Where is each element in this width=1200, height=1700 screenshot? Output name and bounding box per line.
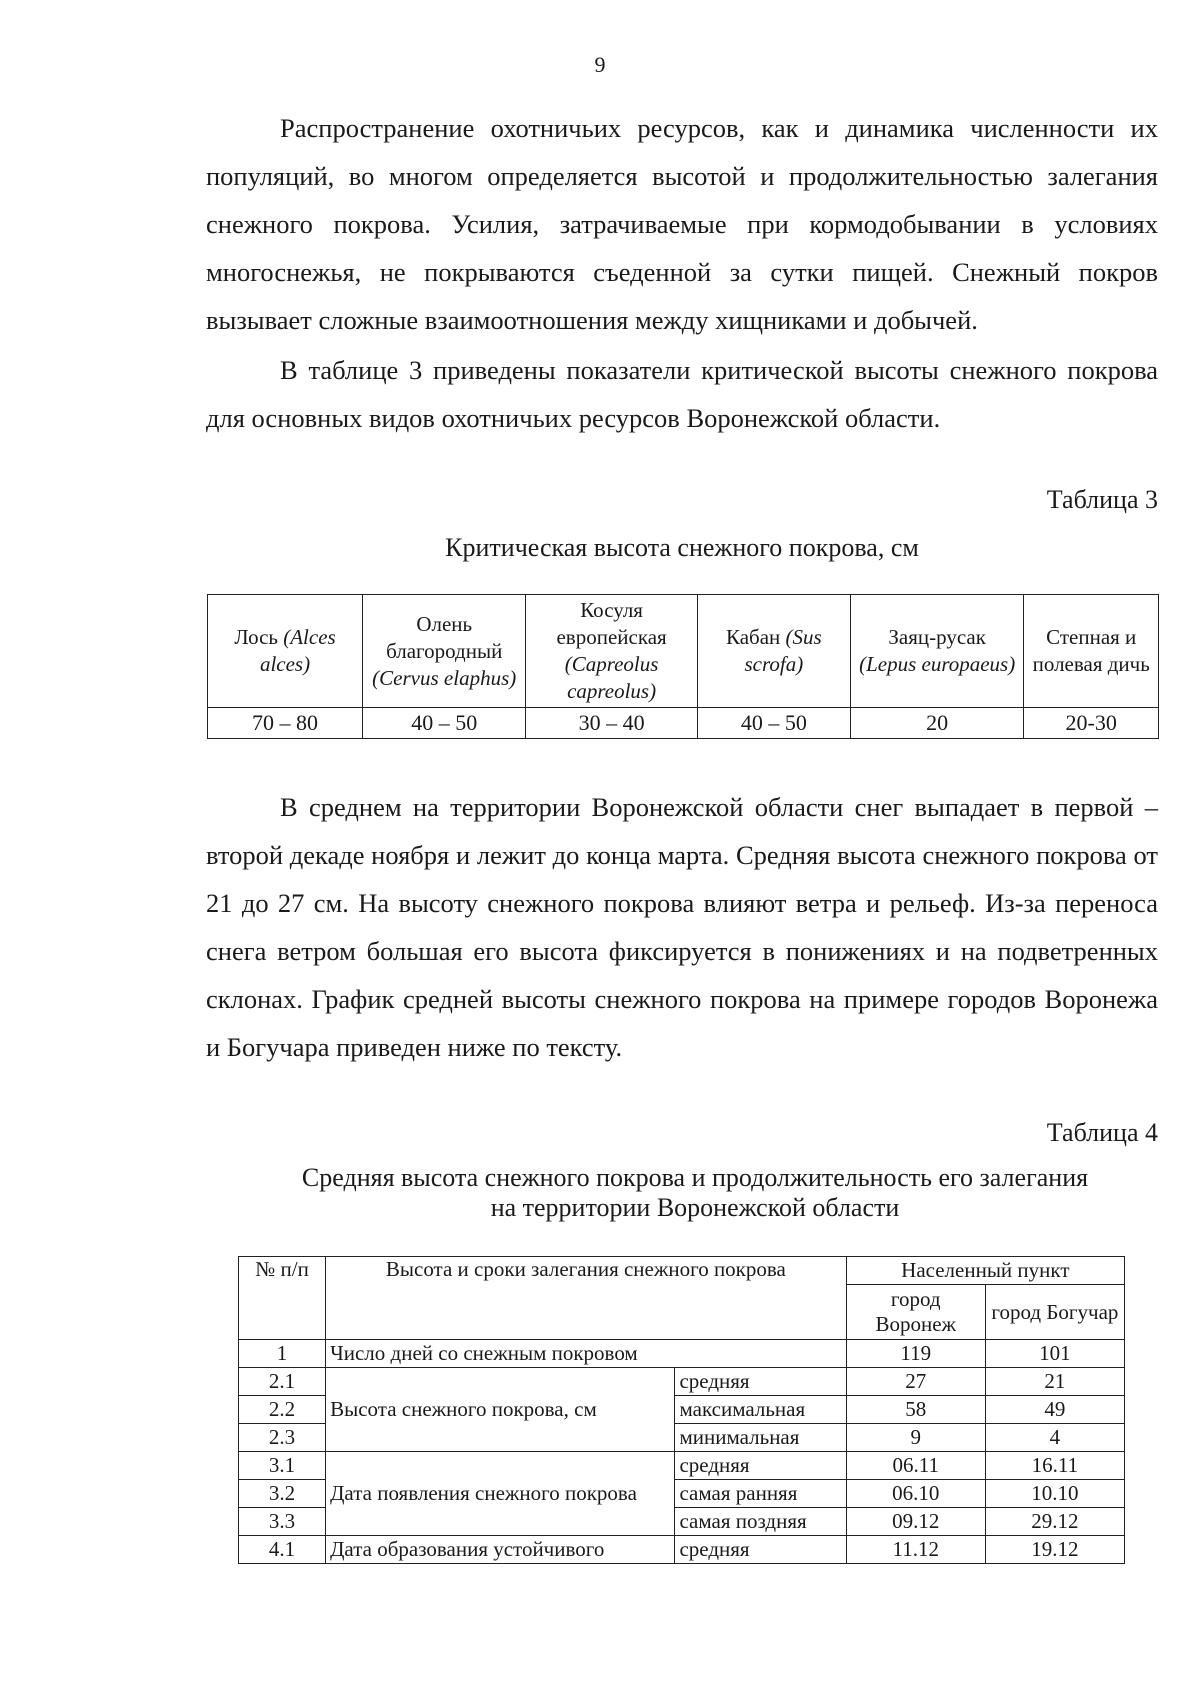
table4-title xyxy=(230,1163,1160,1223)
species-latin: (Capreolus capreolus) xyxy=(564,652,659,703)
row-parameter: Дата образования устойчивого xyxy=(326,1536,675,1564)
row-subparameter: средняя xyxy=(675,1368,846,1396)
table3-value-cell: 30 – 40 xyxy=(526,708,698,739)
row-value-boguchar: 21 xyxy=(985,1368,1124,1396)
table3-header-cell xyxy=(526,595,698,708)
table3-value-cell: 70 – 80 xyxy=(208,708,363,739)
row-parameter: Дата появления снежного покрова xyxy=(326,1452,675,1536)
table4-header-city-boguchar: город Богучар xyxy=(985,1285,1124,1340)
row-value-boguchar: 29.12 xyxy=(985,1508,1124,1536)
row-subparameter: самая поздняя xyxy=(675,1508,846,1536)
species-name: Лось xyxy=(234,625,278,649)
row-number: 2.1 xyxy=(239,1368,326,1396)
table4-title-line2: на территории Воронежской области xyxy=(490,1193,900,1222)
table-row xyxy=(239,1340,1125,1368)
paragraph-snow-climate: В среднем на территории Воронежской области снег выпадает в первой – второй декаде ноября и лежит до конца марта. Средняя высота снежного покрова от 21 до 27 см. На высоту снежного покрова влияют ветра и рельеф. Из-за переноса снега ветром большая его высота фиксируется в понижениях и на подветренных склонах. График средней высоты снежного покрова на примере городов Воронежа и Богучара приведен ниже по тексту. xyxy=(206,792,1158,1062)
row-parameter: Высота снежного покрова, см xyxy=(326,1368,675,1452)
species-latin: (Sus scrofa) xyxy=(744,625,822,676)
species-name: Кабан xyxy=(725,625,781,649)
table3-header-cell xyxy=(850,595,1024,708)
row-value-voronezh: 09.12 xyxy=(846,1508,985,1536)
table3-value-cell: 20 xyxy=(850,708,1024,739)
table3-header-cell xyxy=(208,595,363,708)
table-row xyxy=(239,1536,1125,1564)
row-value-voronezh: 119 xyxy=(846,1340,985,1368)
table3-title: Критическая высота снежного покрова, см xyxy=(445,533,919,562)
row-value-boguchar: 16.11 xyxy=(985,1452,1124,1480)
row-subparameter: самая ранняя xyxy=(675,1480,846,1508)
table3-header-cell xyxy=(697,595,850,708)
table-row xyxy=(239,1452,1125,1480)
row-subparameter: средняя xyxy=(675,1536,846,1564)
table4-label: Таблица 4 xyxy=(1046,1118,1158,1147)
row-number: 4.1 xyxy=(239,1536,326,1564)
species-name: Косуля европейская xyxy=(556,598,667,649)
table3-label: Таблица 3 xyxy=(1046,485,1158,514)
row-number: 3.1 xyxy=(239,1452,326,1480)
row-value-boguchar: 4 xyxy=(985,1424,1124,1452)
table4-header-place: Населенный пункт xyxy=(846,1257,1124,1285)
row-value-voronezh: 06.11 xyxy=(846,1452,985,1480)
table3-header-cell xyxy=(1024,595,1159,708)
row-subparameter: средняя xyxy=(675,1452,846,1480)
table4-header-param: Высота и сроки залегания снежного покрова xyxy=(326,1257,847,1340)
species-latin: (Cervus elaphus) xyxy=(372,665,517,690)
row-value-boguchar: 19.12 xyxy=(985,1536,1124,1564)
page-number: 9 xyxy=(594,52,606,77)
species-name: Степная и полевая дичь xyxy=(1032,625,1150,676)
table4-title-line1: Средняя высота снежного покрова и продолжительность его залегания xyxy=(301,1163,1089,1192)
row-subparameter: минимальная xyxy=(675,1424,846,1452)
table3-header-row xyxy=(208,595,1159,708)
row-number: 1 xyxy=(239,1340,326,1368)
table4-header-row xyxy=(239,1257,1125,1285)
species-latin: (Alces alces) xyxy=(259,625,336,676)
table3-value-cell: 40 – 50 xyxy=(363,708,526,739)
row-value-voronezh: 9 xyxy=(846,1424,985,1452)
row-number: 2.2 xyxy=(239,1396,326,1424)
paragraph-intro: Распространение охотничьих ресурсов, как и динамика численности их популяций, во многом определяется высотой и продолжительностью залегания снежного покрова. Усилия, затрачиваемые при кормодобывании в условиях многоснежья, не покрываются съеденной за сутки пищей. Снежный покров вызывает сложные взаимоотношения между хищниками и добычей. xyxy=(206,113,1158,335)
row-value-boguchar: 10.10 xyxy=(985,1480,1124,1508)
critical-snow-depth-table xyxy=(207,594,1159,739)
table4-header-city-voronezh: город Воронеж xyxy=(846,1285,985,1340)
row-value-boguchar: 101 xyxy=(985,1340,1124,1368)
row-number: 3.3 xyxy=(239,1508,326,1536)
table-row xyxy=(239,1368,1125,1396)
paragraph-table3-intro: В таблице 3 приведены показатели критической высоты снежного покрова для основных видов охотничьих ресурсов Воронежской области. xyxy=(206,355,1158,433)
species-name: Олень благородный xyxy=(386,611,503,663)
species-name: Заяц-русак xyxy=(888,625,986,649)
row-parameter: Число дней со снежным покровом xyxy=(326,1340,847,1368)
row-value-voronezh: 06.10 xyxy=(846,1480,985,1508)
row-value-voronezh: 11.12 xyxy=(846,1536,985,1564)
row-number: 2.3 xyxy=(239,1424,326,1452)
row-value-boguchar: 49 xyxy=(985,1396,1124,1424)
snow-cover-duration-table xyxy=(238,1256,1125,1564)
row-value-voronezh: 58 xyxy=(846,1396,985,1424)
table3-value-cell: 40 – 50 xyxy=(697,708,850,739)
row-value-voronezh: 27 xyxy=(846,1368,985,1396)
species-latin: (Lepus europaeus) xyxy=(859,652,1016,676)
row-number: 3.2 xyxy=(239,1480,326,1508)
table4-header-num: № п/п xyxy=(239,1257,326,1340)
table3-value-row xyxy=(208,708,1159,739)
table3-header-cell xyxy=(363,595,526,708)
row-subparameter: максимальная xyxy=(675,1396,846,1424)
table3-value-cell: 20-30 xyxy=(1024,708,1159,739)
